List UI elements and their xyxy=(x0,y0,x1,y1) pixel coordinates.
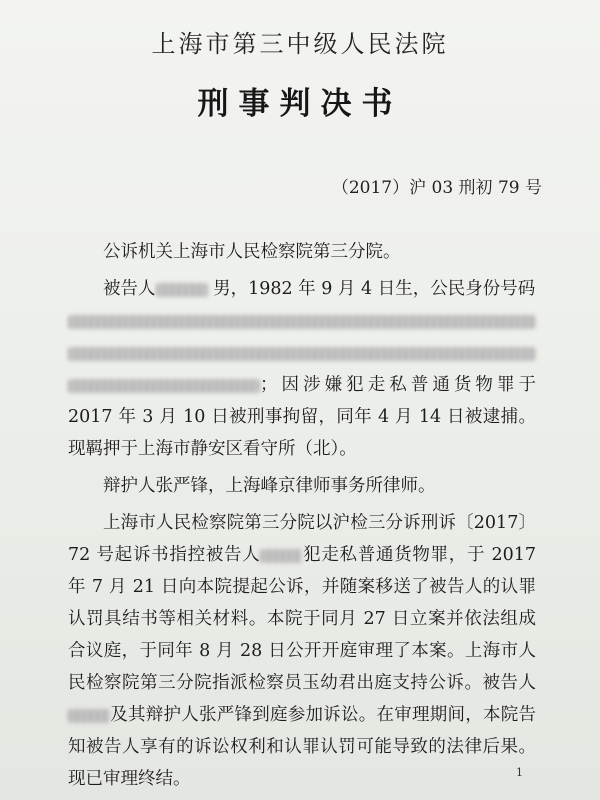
document-title: 刑事判决书 xyxy=(197,86,403,122)
defendant-detention: ；因涉嫌犯走私普通货物罪于 2017 年 3 月 10 日被刑事拘留，同年 4 月 14 日被逮捕。现羁押于上海市静安区看守所（北）。 xyxy=(68,375,536,459)
proceedings-part-2: 犯走私普通货物罪，于 2017 年 7 月 21 日向本院提起公诉，并随案移送了被告人的认罪认罚具结书等相关材料。本院于同月 27 日立案并依法组成合议庭，于同年 8 月 28 日公开开庭审理了本案。上海市人民检察院第三分院指派检察员玉幼君出庭支持公诉。被告人 xyxy=(68,545,536,693)
redacted-address xyxy=(68,379,260,393)
proceedings-part-1: 上海市人民检察院第三分院以沪检三分诉刑诉〔2017〕72 号起诉书指控被告人 xyxy=(68,513,536,565)
redacted-defendant-name xyxy=(260,549,302,563)
redacted-defendant-name xyxy=(156,283,208,297)
defendant-paragraph xyxy=(68,273,536,465)
prosecutor-text: 公诉机关上海市人民检察院第三分院。 xyxy=(103,242,401,262)
defendant-info: 男，1982 年 9 月 4 日生，公民身份号码 xyxy=(213,279,536,299)
court-name: 上海市第三中级人民法院 xyxy=(151,30,449,58)
proceedings-part-3: 及其辩护人张严锋到庭参加诉讼。在审理期间，本院告知被告人享有的诉讼权利和认罪认罚可能导致的法律后果。现已审理终结。 xyxy=(68,705,536,789)
case-number: （2017）沪 03 刑初 79 号 xyxy=(331,178,542,198)
proceedings-paragraph xyxy=(68,507,536,795)
defense-paragraph xyxy=(68,470,536,502)
redacted-id-line-1 xyxy=(68,305,536,337)
defendant-prefix: 被告人 xyxy=(103,279,156,299)
redaction-bar xyxy=(68,347,536,361)
redacted-defendant-name xyxy=(68,709,110,723)
judgment-body xyxy=(68,236,536,800)
prosecutor-paragraph xyxy=(68,236,536,268)
page-number: 1 xyxy=(516,766,523,779)
defense-text: 辩护人张严锋，上海峰京律师事务所律师。 xyxy=(103,476,436,496)
redacted-id-line-2 xyxy=(68,337,536,369)
redaction-bar xyxy=(68,315,536,329)
